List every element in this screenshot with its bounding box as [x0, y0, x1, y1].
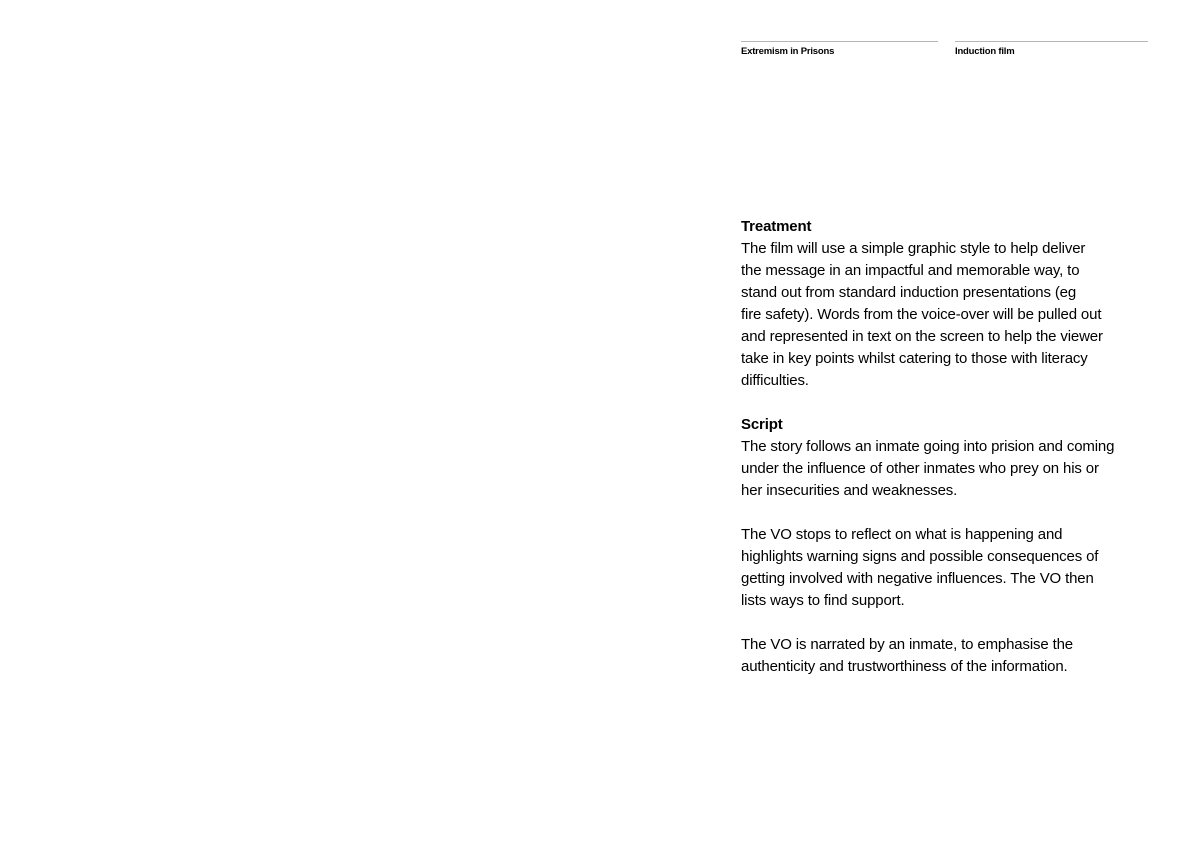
- document-title: Extremism in Prisons: [741, 46, 835, 57]
- header-left: [741, 41, 938, 58]
- body-text: [741, 216, 1161, 678]
- treatment-heading: Treatment: [741, 218, 812, 235]
- script-paragraph-1: The story follows an inmate going into prision and coming under the influence of other inmates who prey on his or her insecurities and weaknesses.: [741, 438, 1115, 499]
- document-subtitle: Induction film: [955, 46, 1015, 57]
- script-paragraph-2: The VO stops to reflect on what is happening and highlights warning signs and possible consequences of getting involved with negative influences. The VO then lists ways to find support.: [741, 526, 1099, 609]
- script-heading: Script: [741, 416, 783, 433]
- header-right: [955, 41, 1148, 58]
- treatment-paragraph: The film will use a simple graphic style to help deliver the message in an impactful and memorable way, to stand out from standard induction presentations (eg fire safety). Words from the voice-over will be pulled out and represented in text on the screen to help the viewer take in key points whilst catering to those with literacy difficulties.: [741, 240, 1103, 389]
- script-section: [741, 414, 1161, 678]
- script-paragraph-3: The VO is narrated by an inmate, to emphasise the authenticity and trustworthiness of the information.: [741, 636, 1073, 675]
- treatment-section: [741, 216, 1161, 392]
